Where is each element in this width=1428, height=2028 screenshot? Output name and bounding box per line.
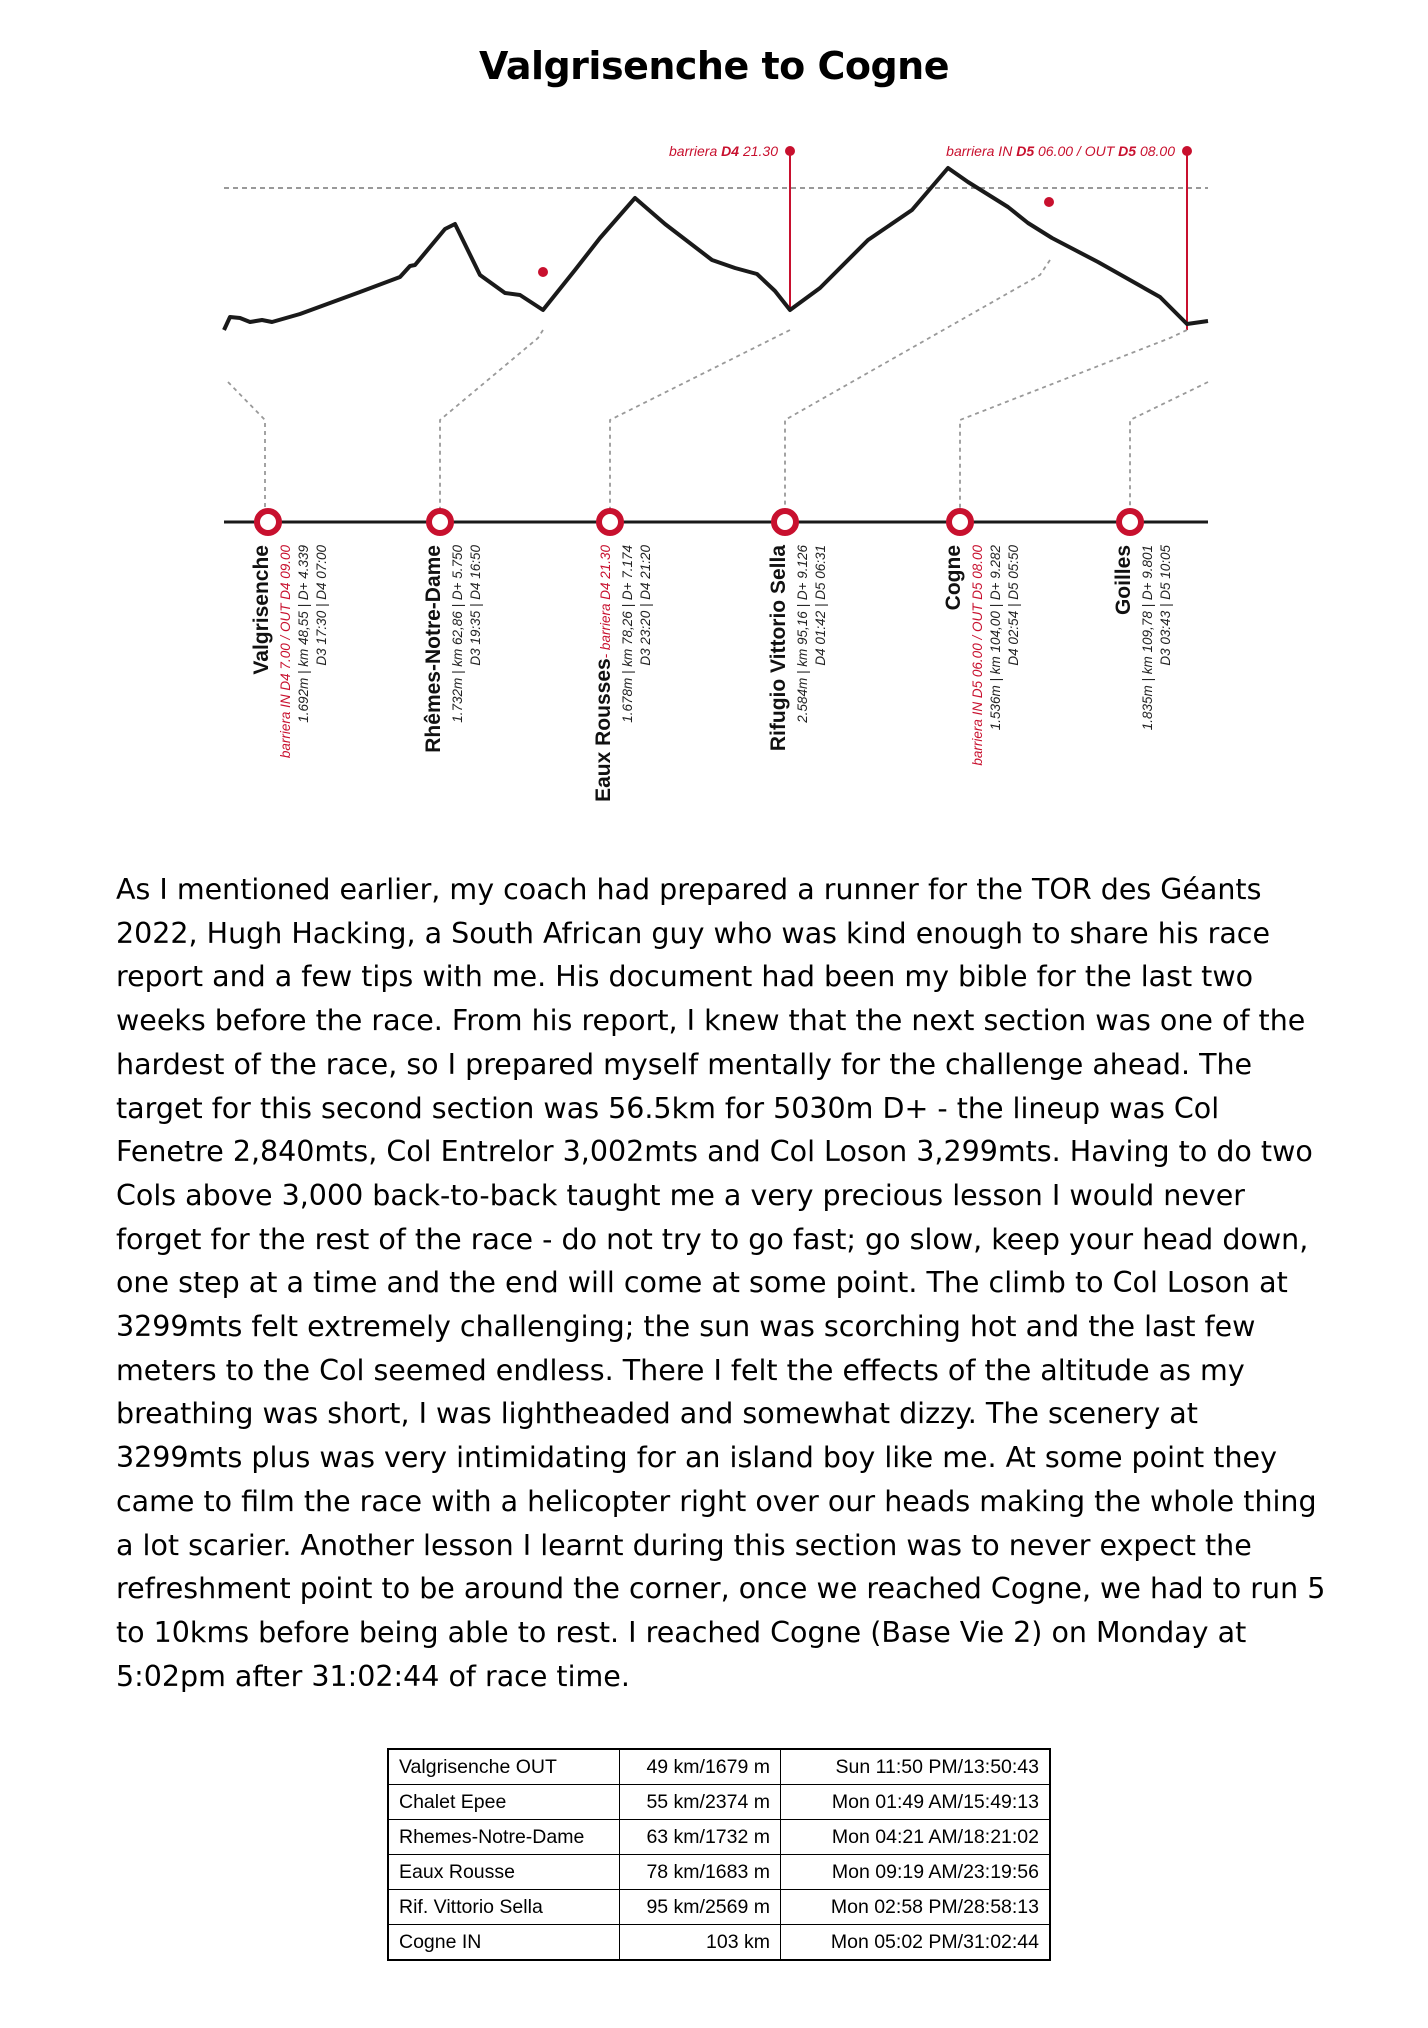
table-row <box>388 1890 1050 1925</box>
station-marker-vittorio-sella <box>774 511 796 533</box>
barrier-pin-head-eaux-rousses <box>785 146 795 156</box>
table-row <box>388 1855 1050 1890</box>
station-times: D3 17:30 | D4 07:00 <box>314 545 329 666</box>
elevation-line <box>224 168 1208 330</box>
split-time: Sun 11:50 PM/13:50:43 <box>781 1749 1051 1785</box>
station-marker-rhemes <box>429 511 451 533</box>
table-row <box>388 1749 1050 1785</box>
split-distance: 95 km/2569 m <box>620 1890 781 1925</box>
split-distance: 103 km <box>620 1925 781 1961</box>
split-distance: 63 km/1732 m <box>620 1820 781 1855</box>
split-time: Mon 05:02 PM/31:02:44 <box>781 1925 1051 1961</box>
station-marker-eaux-rousses <box>599 511 621 533</box>
elevation-profile <box>0 0 1428 830</box>
altitude-dot <box>1044 197 1054 207</box>
split-time: Mon 09:19 AM/23:19:56 <box>781 1855 1051 1890</box>
station-stats: 1.678m | km 78,26 | D+ 7.174 <box>620 545 635 723</box>
connector-lines <box>228 260 1208 518</box>
split-place: Rhemes-Notre-Dame <box>388 1820 620 1855</box>
station-name: Rifugio Vittorio Sella <box>767 545 790 752</box>
splits-table <box>387 1748 1051 1961</box>
split-distance: 78 km/1683 m <box>620 1855 781 1890</box>
station-stats: 1.732m | km 62,86 | D+ 5.750 <box>450 545 465 723</box>
station-barrier: barriera IN D5 06.00 / OUT D5 08.00 <box>970 545 985 766</box>
split-place: Chalet Epee <box>388 1785 620 1820</box>
station-marker-valgrisenche <box>257 511 279 533</box>
table-row <box>388 1820 1050 1855</box>
split-place: Cogne IN <box>388 1925 620 1961</box>
split-time: Mon 04:21 AM/18:21:02 <box>781 1820 1051 1855</box>
station-name: Eaux Rousses- barriera D4 21.30 <box>592 545 615 802</box>
split-distance: 49 km/1679 m <box>620 1749 781 1785</box>
split-place: Valgrisenche OUT <box>388 1749 620 1785</box>
barrier-label-cogne: barriera IN D5 06.00 / OUT D5 08.00 <box>946 143 1175 159</box>
station-barrier: barriera IN D4 7.00 / OUT D4 09.00 <box>278 545 293 759</box>
station-name: Rhêmes-Notre-Dame <box>422 545 445 753</box>
split-time: Mon 02:58 PM/28:58:13 <box>781 1890 1051 1925</box>
split-place: Rif. Vittorio Sella <box>388 1890 620 1925</box>
page-title: Valgrisenche to Cogne <box>478 44 949 88</box>
station-stats: 1.692m | km 48,55 | D+ 4.339 <box>296 545 311 723</box>
barrier-label-eaux-rousses: barriera D4 21.30 <box>669 143 778 159</box>
table-row <box>388 1785 1050 1820</box>
station-times: D3 19:35 | D4 16:50 <box>468 545 483 666</box>
station-times: D3 03:43 | D5 10:05 <box>1158 545 1173 666</box>
station-name: Goilles <box>1112 545 1135 616</box>
station-name: Valgrisenche <box>250 545 273 675</box>
station-stats: 2.584m | km 95,16 | D+ 9.126 <box>795 545 810 723</box>
station-name: Cogne <box>942 545 965 611</box>
split-time: Mon 01:49 AM/15:49:13 <box>781 1785 1051 1820</box>
station-marker-cogne <box>949 511 971 533</box>
station-marker-goilles <box>1119 511 1141 533</box>
station-times: D4 01:42 | D5 06:31 <box>813 545 828 666</box>
station-times: D3 23:20 | D4 21:20 <box>638 545 653 666</box>
race-report-paragraph: As I mentioned earlier, my coach had prepared a runner for the TOR des Géants 2022, Hugh Hacking, a South African guy who was kind enough to share his race report and a few tips with me. His document had been my bible for the last two weeks before the race. From his report, I knew that the next section was one of the hardest of the race, so I prepared myself mentally for the challenge ahead. The target for this second section was 56.5km for 5030m D+ - the lineup was Col Fenetre 2,840mts, Col Entrelor 3,002mts and Col Loson 3,299mts. Having to do two Cols above 3,000 back-to-back taught me a very precious lesson I would never forget for the rest of the race - do not try to go fast; go slow, keep your head down, one step at a time and the end will come at some point. The climb to Col Loson at 3299mts felt extremely challenging; the sun was scorching hot and the last few meters to the Col seemed endless. There I felt the effects of the altitude as my breathing was short, I was lightheaded and somewhat dizzy. The scenery at 3299mts plus was very intimidating for an island boy like me. At some point they came to film the race with a helicopter right over our heads making the whole thing a lot scarier. Another lesson I learnt during this section was to never expect the refreshment point to be around the corner, once we reached Cogne, we had to run 5 to 10kms before being able to rest. I reached Cogne (Base Vie 2) on Monday at 5:02pm after 31:02:44 of race time. <box>116 873 1326 1693</box>
split-place: Eaux Rousse <box>388 1855 620 1890</box>
station-stats: 1.536m | km 104,00 | D+ 9.282 <box>988 545 1003 731</box>
altitude-dot <box>538 267 548 277</box>
station-stats: 1.835m | km 109,78 | D+ 9.801 <box>1140 545 1155 731</box>
table-row <box>388 1925 1050 1961</box>
split-distance: 55 km/2374 m <box>620 1785 781 1820</box>
barrier-pin-head-cogne <box>1182 146 1192 156</box>
station-times: D4 02:54 | D5 05:50 <box>1006 545 1021 666</box>
